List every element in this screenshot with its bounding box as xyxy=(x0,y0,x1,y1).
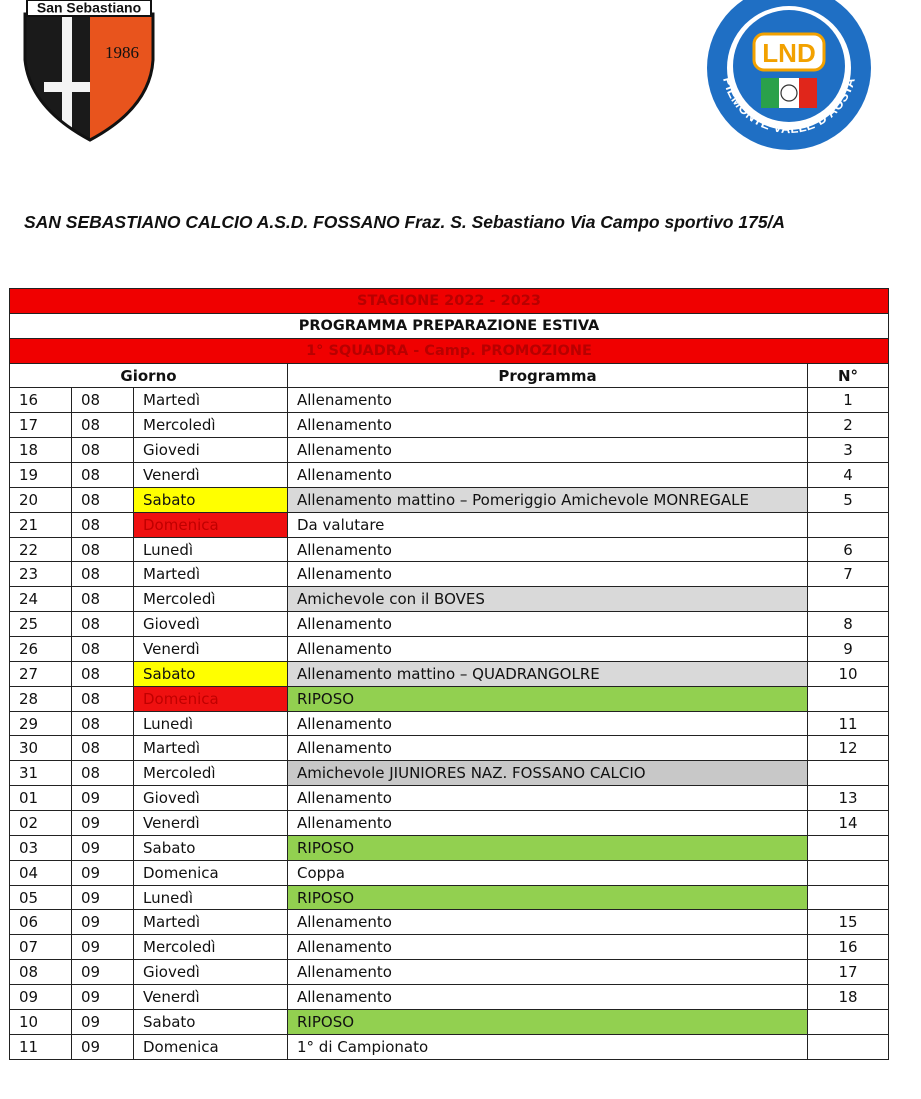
row-month: 08 xyxy=(72,438,134,463)
row-weekday: Mercoledì xyxy=(134,587,288,612)
crest-year-text: 1986 xyxy=(105,43,139,62)
table-row xyxy=(10,761,889,786)
row-program: Allenamento mattino – QUADRANGOLRE xyxy=(288,661,808,686)
row-program: Allenamento xyxy=(288,537,808,562)
table-row xyxy=(10,860,889,885)
summer-training-schedule-table xyxy=(9,288,889,1060)
row-weekday: Venerdì xyxy=(134,463,288,488)
row-weekday: Giovedì xyxy=(134,612,288,637)
row-month: 09 xyxy=(72,1034,134,1059)
row-program: Allenamento xyxy=(288,910,808,935)
lnd-piemonte-logo xyxy=(706,0,872,150)
row-session-number: 1 xyxy=(808,388,889,413)
row-month: 08 xyxy=(72,661,134,686)
row-session-number: 3 xyxy=(808,438,889,463)
row-day: 23 xyxy=(10,562,72,587)
san-sebastiano-crest-logo xyxy=(22,0,156,142)
table-row xyxy=(10,1009,889,1034)
row-month: 08 xyxy=(72,463,134,488)
row-weekday: Martedì xyxy=(134,736,288,761)
row-program: Allenamento xyxy=(288,637,808,662)
row-program: Allenamento xyxy=(288,736,808,761)
row-session-number: 16 xyxy=(808,935,889,960)
row-weekday: Martedì xyxy=(134,562,288,587)
row-day: 26 xyxy=(10,637,72,662)
row-weekday: Venerdì xyxy=(134,811,288,836)
row-session-number xyxy=(808,885,889,910)
row-program: RIPOSO xyxy=(288,1009,808,1034)
table-row xyxy=(10,562,889,587)
row-day: 29 xyxy=(10,711,72,736)
header-programma: Programma xyxy=(288,363,808,388)
row-program: Allenamento xyxy=(288,463,808,488)
table-row xyxy=(10,438,889,463)
program-title-band xyxy=(10,313,889,338)
row-month: 08 xyxy=(72,736,134,761)
row-session-number xyxy=(808,686,889,711)
table-row xyxy=(10,811,889,836)
row-day: 08 xyxy=(10,960,72,985)
row-day: 11 xyxy=(10,1034,72,1059)
row-day: 25 xyxy=(10,612,72,637)
row-day: 10 xyxy=(10,1009,72,1034)
row-weekday: Lunedì xyxy=(134,537,288,562)
row-day: 05 xyxy=(10,885,72,910)
table-row xyxy=(10,512,889,537)
row-month: 09 xyxy=(72,811,134,836)
program-title: PROGRAMMA PREPARAZIONE ESTIVA xyxy=(10,313,889,338)
row-session-number xyxy=(808,860,889,885)
lnd-ring-text: PIEMONTE VALLE D'AOSTA xyxy=(720,75,858,137)
row-session-number xyxy=(808,835,889,860)
row-day: 07 xyxy=(10,935,72,960)
row-session-number: 5 xyxy=(808,487,889,512)
row-month: 08 xyxy=(72,686,134,711)
row-month: 09 xyxy=(72,860,134,885)
table-row xyxy=(10,661,889,686)
row-month: 08 xyxy=(72,562,134,587)
row-month: 09 xyxy=(72,960,134,985)
row-session-number: 12 xyxy=(808,736,889,761)
row-weekday: Lunedì xyxy=(134,885,288,910)
row-day: 22 xyxy=(10,537,72,562)
row-weekday: Sabato xyxy=(134,835,288,860)
row-weekday: Sabato xyxy=(134,1009,288,1034)
row-weekday: Domenica xyxy=(134,512,288,537)
row-month: 09 xyxy=(72,786,134,811)
row-program: Allenamento xyxy=(288,935,808,960)
row-day: 27 xyxy=(10,661,72,686)
table-row xyxy=(10,537,889,562)
row-weekday: Mercoledì xyxy=(134,413,288,438)
row-month: 08 xyxy=(72,388,134,413)
row-month: 09 xyxy=(72,885,134,910)
row-session-number: 17 xyxy=(808,960,889,985)
row-day: 18 xyxy=(10,438,72,463)
row-month: 09 xyxy=(72,935,134,960)
table-row xyxy=(10,1034,889,1059)
row-day: 01 xyxy=(10,786,72,811)
row-program: Allenamento xyxy=(288,612,808,637)
team-title: 1° SQUADRA - Camp. PROMOZIONE xyxy=(10,338,889,363)
row-program: Allenamento mattino – Pomeriggio Amichevole MONREGALE xyxy=(288,487,808,512)
row-weekday: Giovedi xyxy=(134,438,288,463)
row-program: Allenamento xyxy=(288,985,808,1010)
row-session-number: 7 xyxy=(808,562,889,587)
row-session-number: 13 xyxy=(808,786,889,811)
lnd-acronym-text: LND xyxy=(762,38,816,68)
row-program: Allenamento xyxy=(288,388,808,413)
row-month: 08 xyxy=(72,587,134,612)
table-row xyxy=(10,388,889,413)
row-month: 08 xyxy=(72,612,134,637)
table-row xyxy=(10,686,889,711)
row-session-number xyxy=(808,1034,889,1059)
row-program: Coppa xyxy=(288,860,808,885)
row-month: 08 xyxy=(72,537,134,562)
row-session-number xyxy=(808,761,889,786)
season-band xyxy=(10,289,889,314)
table-row xyxy=(10,960,889,985)
row-weekday: Domenica xyxy=(134,686,288,711)
row-weekday: Sabato xyxy=(134,661,288,686)
row-month: 09 xyxy=(72,1009,134,1034)
row-day: 03 xyxy=(10,835,72,860)
table-row xyxy=(10,487,889,512)
row-weekday: Venerdì xyxy=(134,637,288,662)
row-weekday: Giovedì xyxy=(134,960,288,985)
row-day: 16 xyxy=(10,388,72,413)
row-month: 08 xyxy=(72,637,134,662)
row-session-number: 15 xyxy=(808,910,889,935)
table-row xyxy=(10,711,889,736)
row-program: RIPOSO xyxy=(288,885,808,910)
row-day: 28 xyxy=(10,686,72,711)
row-month: 09 xyxy=(72,910,134,935)
row-month: 09 xyxy=(72,835,134,860)
row-day: 04 xyxy=(10,860,72,885)
row-program: Allenamento xyxy=(288,711,808,736)
table-row xyxy=(10,935,889,960)
table-row xyxy=(10,786,889,811)
row-session-number: 11 xyxy=(808,711,889,736)
row-day: 20 xyxy=(10,487,72,512)
row-month: 08 xyxy=(72,413,134,438)
row-day: 09 xyxy=(10,985,72,1010)
row-session-number xyxy=(808,1009,889,1034)
row-program: Allenamento xyxy=(288,562,808,587)
row-day: 06 xyxy=(10,910,72,935)
row-weekday: Martedì xyxy=(134,910,288,935)
row-weekday: Lunedì xyxy=(134,711,288,736)
row-program: Allenamento xyxy=(288,811,808,836)
row-session-number: 9 xyxy=(808,637,889,662)
table-row xyxy=(10,910,889,935)
table-row xyxy=(10,463,889,488)
row-session-number xyxy=(808,587,889,612)
row-month: 09 xyxy=(72,985,134,1010)
row-session-number: 18 xyxy=(808,985,889,1010)
row-day: 24 xyxy=(10,587,72,612)
row-session-number: 4 xyxy=(808,463,889,488)
table-row xyxy=(10,637,889,662)
row-program: Amichevole con il BOVES xyxy=(288,587,808,612)
row-month: 08 xyxy=(72,487,134,512)
table-row xyxy=(10,413,889,438)
table-row xyxy=(10,587,889,612)
row-program: Allenamento xyxy=(288,960,808,985)
row-weekday: Sabato xyxy=(134,487,288,512)
table-row xyxy=(10,736,889,761)
row-program: Allenamento xyxy=(288,786,808,811)
table-header-row xyxy=(10,363,889,388)
row-session-number: 2 xyxy=(808,413,889,438)
table-row xyxy=(10,612,889,637)
row-program: Allenamento xyxy=(288,413,808,438)
row-program: RIPOSO xyxy=(288,686,808,711)
row-day: 21 xyxy=(10,512,72,537)
row-weekday: Venerdì xyxy=(134,985,288,1010)
row-day: 17 xyxy=(10,413,72,438)
table-row xyxy=(10,885,889,910)
row-session-number: 14 xyxy=(808,811,889,836)
row-day: 19 xyxy=(10,463,72,488)
row-weekday: Giovedì xyxy=(134,786,288,811)
crest-name-text: San Sebastiano xyxy=(36,0,142,16)
row-weekday: Domenica xyxy=(134,1034,288,1059)
row-program: Amichevole JIUNIORES NAZ. FOSSANO CALCIO xyxy=(288,761,808,786)
row-program: RIPOSO xyxy=(288,835,808,860)
club-address-heading: SAN SEBASTIANO CALCIO A.S.D. FOSSANO Fraz. S. Sebastiano Via Campo sportivo 175/A xyxy=(24,212,786,232)
row-day: 02 xyxy=(10,811,72,836)
season-title: STAGIONE 2022 - 2023 xyxy=(10,289,889,314)
row-month: 08 xyxy=(72,711,134,736)
row-month: 08 xyxy=(72,512,134,537)
row-program: Da valutare xyxy=(288,512,808,537)
row-day: 31 xyxy=(10,761,72,786)
row-session-number: 10 xyxy=(808,661,889,686)
row-weekday: Domenica xyxy=(134,860,288,885)
row-program: 1° di Campionato xyxy=(288,1034,808,1059)
row-weekday: Martedì xyxy=(134,388,288,413)
row-program: Allenamento xyxy=(288,438,808,463)
header-numero: N° xyxy=(808,363,889,388)
row-day: 30 xyxy=(10,736,72,761)
header-giorno: Giorno xyxy=(10,363,288,388)
row-month: 08 xyxy=(72,761,134,786)
row-session-number xyxy=(808,512,889,537)
row-session-number: 6 xyxy=(808,537,889,562)
row-weekday: Mercoledì xyxy=(134,935,288,960)
team-band xyxy=(10,338,889,363)
table-row xyxy=(10,835,889,860)
row-session-number: 8 xyxy=(808,612,889,637)
table-row xyxy=(10,985,889,1010)
row-weekday: Mercoledì xyxy=(134,761,288,786)
